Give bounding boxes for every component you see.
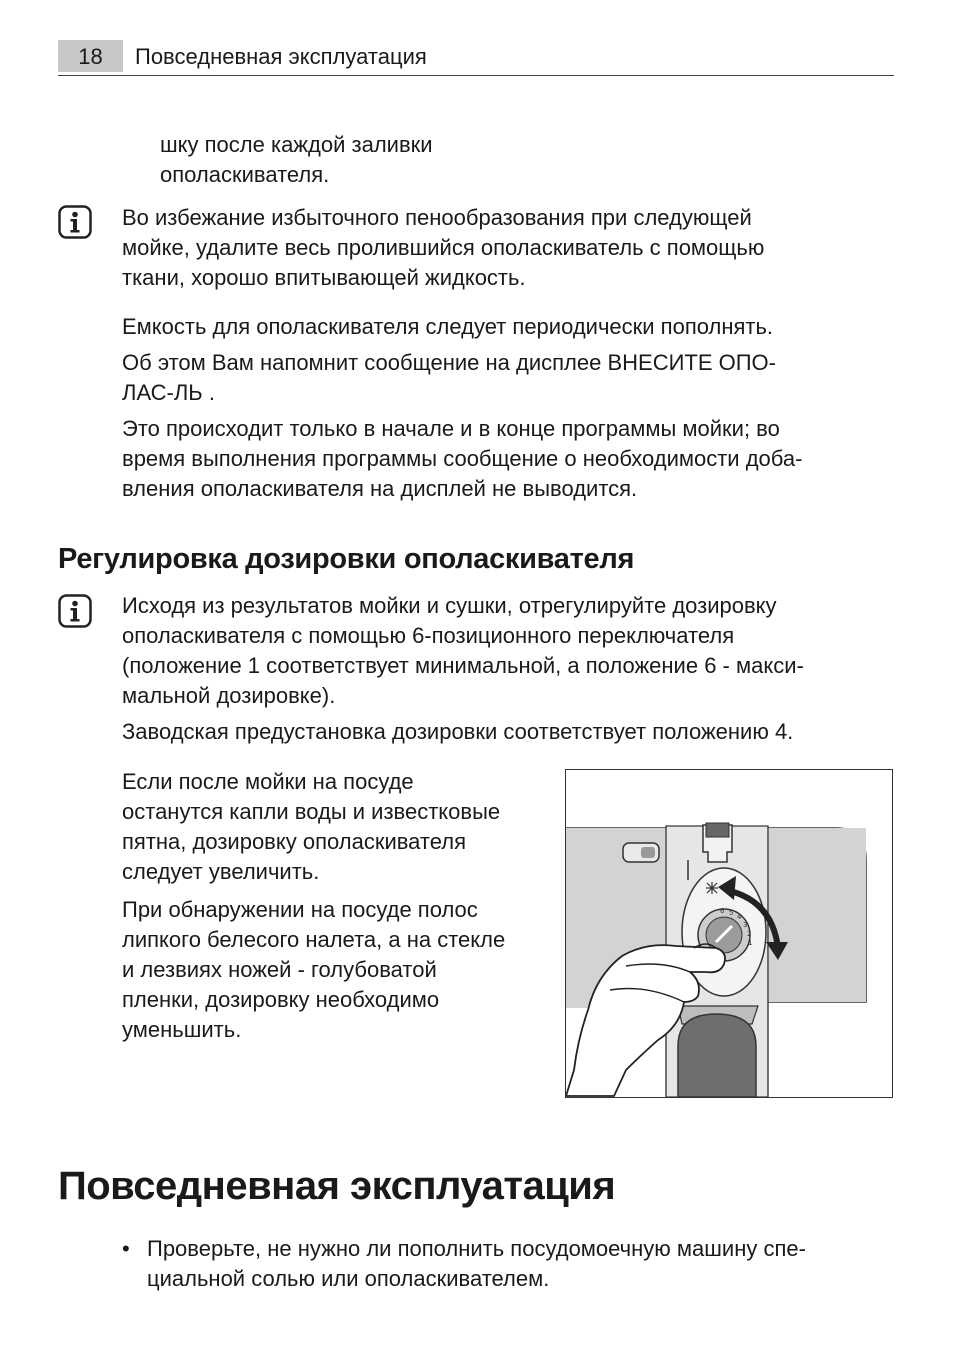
bullet-line: Проверьте, не нужно ли пополнить посудомоечную машину спе- bbox=[147, 1236, 806, 1261]
dial-label: 4 bbox=[737, 913, 742, 921]
dial-label: 6 bbox=[720, 907, 725, 915]
display-message: ВНЕСИТЕ ОПО- bbox=[607, 350, 776, 375]
refill-line: Это происходит только в начале и в конце программы мойки; во bbox=[122, 416, 780, 441]
note-line: мойке, удалите весь пролившийся ополаскиватель с помощью bbox=[122, 235, 765, 260]
continuation-line: ополаскивателя. bbox=[160, 162, 330, 187]
header-divider bbox=[58, 75, 894, 76]
increase-line: следует увеличить. bbox=[122, 859, 320, 884]
bullet-symbol: • bbox=[122, 1236, 130, 1261]
decrease-line: пленки, дозировку необходимо bbox=[122, 987, 440, 1012]
panel-right bbox=[768, 828, 866, 1002]
bullet-line: циальной солью или ополаскивателем. bbox=[147, 1266, 550, 1291]
factory-setting: Заводская предустановка дозировки соответствует положению 4. bbox=[122, 719, 794, 744]
info-icon bbox=[58, 205, 92, 239]
dial-label: 5 bbox=[729, 909, 734, 917]
dial-label: 2 bbox=[747, 930, 752, 938]
increase-line: пятна, дозировку ополаскивателя bbox=[122, 829, 467, 854]
continuation-text bbox=[160, 130, 433, 190]
decrease-line: При обнаружении на посуде полос bbox=[122, 897, 478, 922]
refill-line: Емкость для ополаскивателя следует периодически пополнять. bbox=[122, 314, 774, 339]
info-icon bbox=[58, 594, 92, 628]
reminder-punct: . bbox=[202, 380, 215, 405]
decrease-line: уменьшить. bbox=[122, 1017, 242, 1042]
dial-label: 3 bbox=[743, 921, 748, 929]
page-number: 18 bbox=[58, 40, 123, 72]
sparkle-icon bbox=[706, 882, 718, 894]
dial-label: 1 bbox=[748, 939, 753, 947]
note-line: ткани, хорошо впитывающей жидкость. bbox=[122, 265, 526, 290]
dispenser-opening bbox=[678, 1014, 756, 1097]
dispenser-illustration bbox=[565, 769, 893, 1098]
section-heading: Регулировка дозировки ополаскивателя bbox=[58, 543, 635, 575]
note-line: Во избежание избыточного пенообразования при следующей bbox=[122, 205, 752, 230]
increase-line: останутся капли воды и известковые bbox=[122, 799, 501, 824]
note-dosage bbox=[122, 591, 804, 747]
refill-reminder bbox=[122, 348, 802, 378]
reminder-text: Об этом Вам напомнит сообщение на дисплее bbox=[122, 350, 608, 375]
chapter-heading: Повседневная эксплуатация bbox=[58, 1164, 616, 1208]
bullet-text bbox=[147, 1234, 806, 1294]
note-foam bbox=[122, 203, 764, 293]
note-line: мальной дозировке). bbox=[122, 683, 336, 708]
continuation-line: шку после каждой заливки bbox=[160, 132, 433, 157]
note-line: Исходя из результатов мойки и сушки, отрегулируйте дозировку bbox=[122, 593, 777, 618]
rinse-aid-dial-drawing bbox=[566, 770, 892, 1097]
decrease-line: и лезвиях ножей - голубоватой bbox=[122, 957, 437, 982]
note-line: (положение 1 соответствует минимальной, а положение 6 - макси- bbox=[122, 653, 804, 678]
increase-line: Если после мойки на посуде bbox=[122, 769, 414, 794]
refill-line: вления ополаскивателя на дисплей не выводится. bbox=[122, 476, 638, 501]
refill-line: время выполнения программы сообщение о необходимости доба- bbox=[122, 446, 803, 471]
display-message: ЛАС-ЛЬ bbox=[122, 380, 203, 405]
bullet-list-item bbox=[122, 1234, 806, 1294]
refill-text bbox=[122, 312, 802, 504]
running-header-title: Повседневная эксплуатация bbox=[135, 44, 427, 69]
decrease-line: липкого белесого налета, а на стекле bbox=[122, 927, 506, 952]
note-line: ополаскивателя с помощью 6-позиционного переключателя bbox=[122, 623, 735, 648]
refill-reminder-cont bbox=[122, 378, 802, 408]
increase-text bbox=[122, 767, 505, 1045]
